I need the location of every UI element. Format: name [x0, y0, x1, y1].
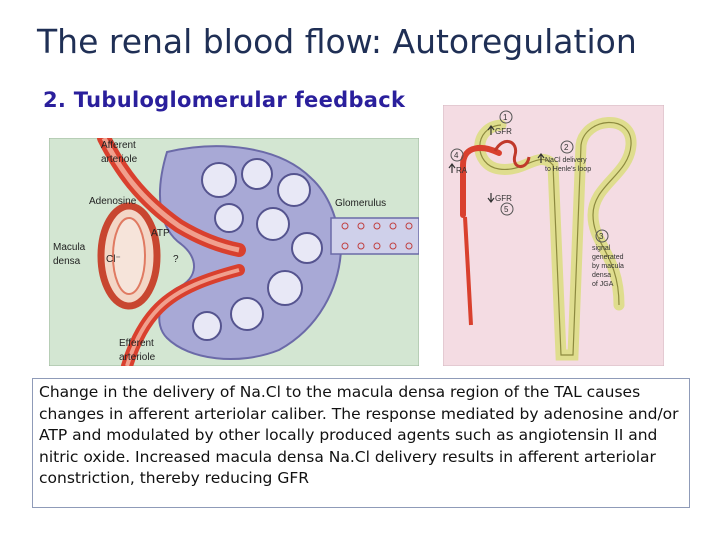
label-efferent-line2: arteriole: [119, 352, 156, 363]
slide-subtitle: 2. Tubuloglomerular feedback: [43, 88, 406, 112]
label-nacl-line1: NaCl delivery: [545, 157, 587, 164]
label-signal-line3: by macula: [592, 263, 624, 270]
label-glomerulus: Glomerulus: [335, 198, 387, 209]
label-signal-line4: densa: [592, 272, 612, 279]
label-macula-line2: densa: [53, 256, 81, 267]
slide-title: The renal blood flow: Autoregulation: [37, 22, 637, 61]
label-chloride: Cl⁻: [106, 254, 121, 265]
label-signal-line5: of JGA: [592, 281, 614, 288]
label-question: ?: [173, 254, 179, 265]
label-gfr-up: GFR: [495, 127, 512, 136]
nephron-feedback-diagram: [443, 105, 664, 366]
label-afferent-line1: Afferent: [101, 140, 136, 151]
label-signal-line1: signal: [592, 245, 611, 252]
step-2-number: 2: [564, 143, 569, 152]
label-ra: RA: [456, 166, 468, 175]
label-signal-line2: generated: [592, 254, 624, 261]
step-4-number: 4: [454, 151, 459, 160]
label-atp: ATP: [151, 228, 170, 239]
step-3-number: 3: [599, 232, 604, 241]
label-adenosine: Adenosine: [89, 196, 137, 207]
caption-text: Change in the delivery of Na.Cl to the macula densa region of the TAL causes changes in afferent arteriolar caliber. The response mediated by adenosine and/or ATP and modulated by other locally produced agents such as angiotensin II and nitric oxide. Increased macula densa Na.Cl delivery results in afferent arteriolar constriction, thereby reducing GFR: [32, 378, 690, 508]
label-efferent-line1: Efferent: [119, 338, 154, 349]
label-gfr-down: GFR: [495, 194, 512, 203]
label-afferent-line2: arteriole: [101, 154, 138, 165]
label-nacl-line2: to Henle's loop: [545, 166, 592, 173]
label-macula-line1: Macula: [53, 242, 86, 253]
step-5-number: 5: [504, 205, 509, 214]
glomerulus-diagram: [49, 138, 419, 366]
step-1-number: 1: [503, 113, 508, 122]
